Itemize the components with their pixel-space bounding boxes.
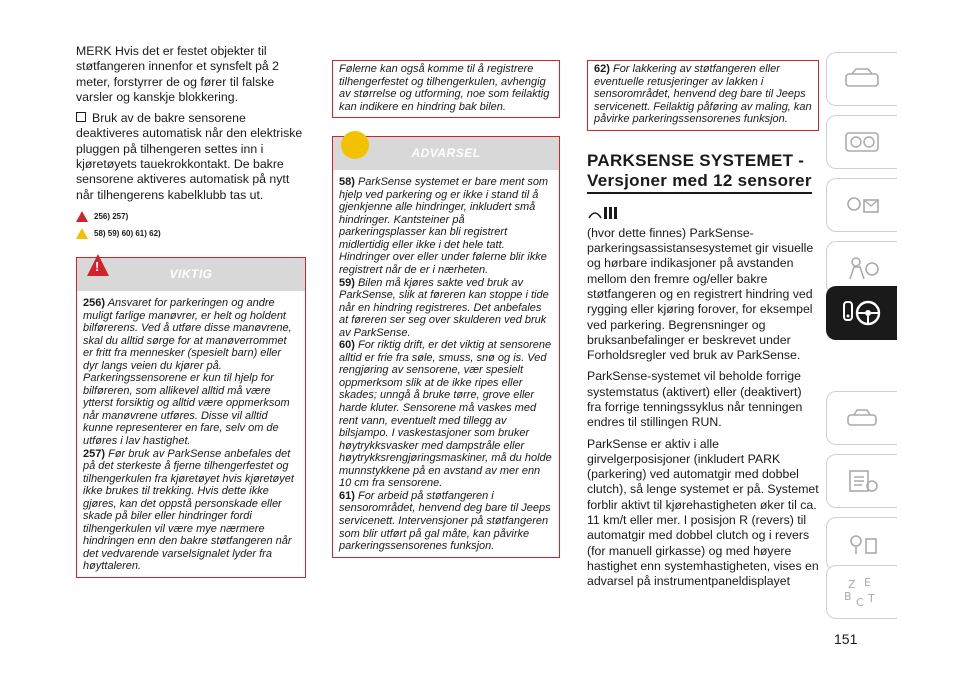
active-paragraph: ParkSense er aktiv i alle girvelgerposisjoner (inkludert PARK (parkering) ved automatgir med dobbel clutch), så lenge systemet er på. Systemet forblir aktivt til kjørehastigheten øker til ca. 11 km/t eller mer. I posisjon R (revers) til automatgir med dobbel clutch og i revers (for manuell girkasse) og med høyere hastighet enn systemhastigheten, vises en advarsel på instrumentpaneldisplayet bbox=[587, 436, 819, 589]
lights-message-icon bbox=[842, 192, 882, 218]
heading-line-1: PARKSENSE SYSTEMET - bbox=[587, 150, 805, 170]
maintenance-icon bbox=[842, 468, 882, 494]
svg-text:C: C bbox=[856, 596, 864, 609]
continued-text: 62) For lakkering av støtfangeren eller eventuelle retusjeringer av lakken i sensorområdet, henvend deg bare til Jeeps servicenett. Feilaktig påføring av maling, kan påvirke parkeringssensorenes funksjon. bbox=[594, 63, 812, 126]
version-icon bbox=[587, 204, 819, 222]
warning-title: ADVARSEL bbox=[411, 146, 481, 161]
tab-specs[interactable] bbox=[826, 517, 897, 571]
key-steering-icon bbox=[840, 298, 884, 328]
list-item: 60) For riktig drift, er det viktig at sensorene alltid er frie fra søle, smuss, snø og is. Ved rengjøring av sensorene, vær spesielt oppmerksom slik at de ikke ripes eller skades; unngå å bruke tørre, grove eller harde kluter. Sensorene må vaskes med rent vann, eventuelt med tillegg av bilsjampo. I vaskestasjoner som bruker høytrykksvasker med dampstråle eller høytrykksrengjøringsmaskiner, må du holde munnstykkene på en avstand av mer enn 10 cm fra sensorene. bbox=[339, 339, 552, 490]
note-paragraph: MERK Hvis det er festet objekter til støtfangeren innenfor et synsfelt på 2 meter, forstyrrer de og fører til falske varsler og kanskje blokkering. bbox=[76, 44, 280, 104]
tab-emergency[interactable] bbox=[826, 391, 897, 445]
list-item: 256) Ansvaret for parkeringen og andre muligt farlige manøvrer, er helt og holdent bilførerens. Ved å utføre disse manøvrene, skal du alltid sørge for at manøverrommet er fritt fra mennesker (spesielt barn) eller dyr langs veien du kjører på. Parkeringssensorene er kun til hjelp for bilføreren, som allikevel alltid må være ytterst forsiktig og alltid være oppmerksom når manøvrene utføres. Disse vil alltid kunne representerer en fare, selv om de utføres i lav hastighet. bbox=[83, 296, 292, 447]
tab-dashboard[interactable] bbox=[826, 115, 897, 169]
tab-index[interactable] bbox=[826, 565, 897, 619]
warning-header bbox=[333, 137, 559, 170]
svg-text:Z: Z bbox=[848, 578, 856, 591]
reference-important: 256) 257) bbox=[76, 211, 306, 222]
svg-text:B: B bbox=[844, 590, 852, 603]
tab-maintenance[interactable] bbox=[826, 454, 897, 508]
square-bullet-icon bbox=[76, 112, 86, 122]
heading-line-2: Versjoner med 12 sensorer bbox=[587, 171, 812, 194]
intro-paragraph: (hvor dette finnes) ParkSense-parkeringsassistansesystemet gir visuelle og hørbare indikasjoner på avstanden mellom den fremre og/eller bakre støtfangeren og en registrert hindring ved rygging eller kjøring forover, for eksempel ved parkering. Begrensninger og bruksanbefalinger er beskrevet under Forholdsregler ved bruk av ParkSense. bbox=[587, 225, 814, 363]
tab-overview[interactable] bbox=[826, 52, 897, 106]
page-number: 151 bbox=[834, 631, 858, 647]
emergency-car-icon bbox=[842, 405, 882, 431]
list-item: 58) ParkSense systemet er bare ment som hjelp ved parkering og er ikke i stand til å gjenkjenne alle hindringer, inkludert små hindringer. Kantsteiner på parkeringsplasser kan bli registrert midlertidig eller ikke i det hele tatt. Hindringer over eller under følerne blir ikke registrert når de er i nærheten. bbox=[339, 176, 549, 277]
column-3 bbox=[587, 60, 819, 590]
continued-box bbox=[587, 60, 819, 131]
car-warning-icon bbox=[76, 228, 88, 239]
section-heading bbox=[587, 151, 819, 194]
specs-icon bbox=[842, 531, 882, 557]
list-item: 61) For arbeid på støtfangeren i sensorområdet, henvend deg bare til Jeeps servicenett. Intervensjoner på støtfangeren som blir utført på gal måte, kan påvirke parkeringssensorenes funksjon. bbox=[339, 489, 551, 553]
reference-warning: 58) 59) 60) 61) 62) bbox=[76, 228, 306, 239]
warning-list bbox=[333, 170, 559, 556]
car-overview-icon bbox=[842, 66, 882, 92]
important-header bbox=[77, 258, 305, 291]
tab-lights[interactable] bbox=[826, 178, 897, 232]
trailer-paragraph: Bruk av de bakre sensorene deaktiveres automatisk når den elektriske pluggen på tilhengeren settes inn i kjøretøyets tauekrokkontakt. De bakre sensorene aktiveres automatisk på nytt når tilhengerens kabelklubb tas ut. bbox=[76, 111, 303, 202]
svg-text:T: T bbox=[868, 592, 875, 605]
list-item: 59) Bilen må kjøres sakte ved bruk av ParkSense, slik at føreren kan stoppe i tide når en hindring registreres. Det anbefales at føreren ser seg over skulderen ved bruk av ParkSense. bbox=[339, 276, 549, 339]
dashboard-icon bbox=[842, 129, 882, 155]
important-title: VIKTIG bbox=[169, 266, 213, 281]
important-list bbox=[77, 291, 305, 577]
status-paragraph: ParkSense-systemet vil beholde forrige systemstatus (aktivert) eller (deaktivert) fra forrige tenningssyklus når tenningen endres til stillingen RUN. bbox=[587, 369, 803, 430]
continued-text: Følerne kan også komme til å registrere tilhengerfestet og tilhengerkulen, avhengig av størrelse og utforming, noe som feilaktig kan indikere en hindring bak bilen. bbox=[339, 63, 550, 113]
important-box bbox=[76, 257, 306, 578]
airbag-safety-icon bbox=[842, 255, 882, 281]
tab-starting-driving[interactable] bbox=[826, 286, 897, 340]
list-item: 257) Før bruk av ParkSense anbefales det på det sterkeste å fjerne tilhengerfestet og tilhengerkulen fra kjøretøyet hvis kjøretøyet ikke brukes til trekking. Hvis dette ikke gjøres, kan det oppstå personskade eller skade på biler eller hindringer fordi tilhengerkulen vil være mye nærmere hindringen enn den bakre støtfangeren når det vedvarende varselsignalet lyder fra høyttaleren. bbox=[83, 447, 294, 573]
continued-box bbox=[332, 60, 560, 118]
index-icon bbox=[842, 572, 882, 612]
svg-text:E: E bbox=[864, 576, 871, 589]
column-2 bbox=[332, 60, 560, 558]
column-1 bbox=[76, 44, 306, 578]
warning-triangle-icon bbox=[76, 211, 88, 222]
warning-box bbox=[332, 136, 560, 557]
